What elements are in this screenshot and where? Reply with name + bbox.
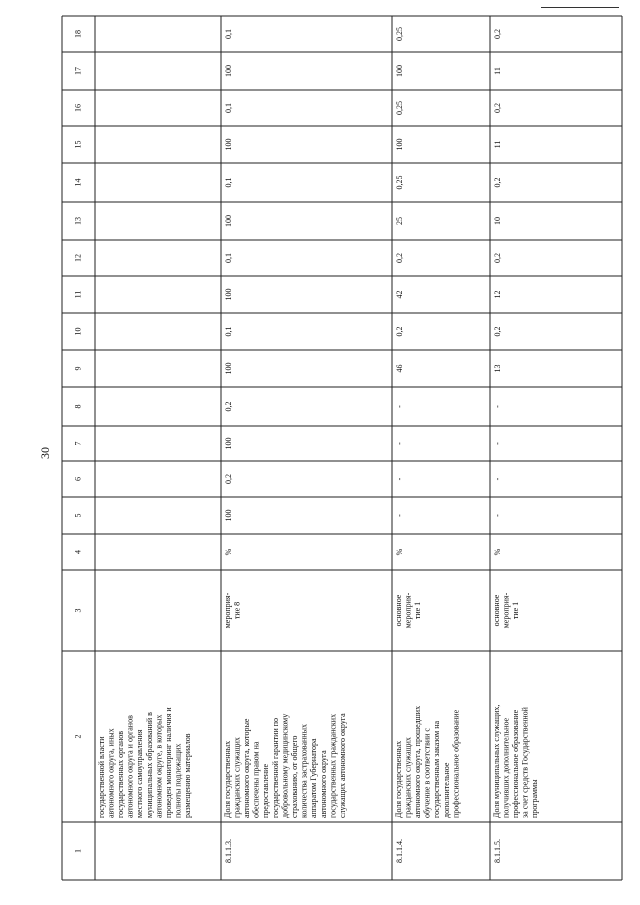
value-cell: 0,1: [223, 253, 233, 263]
indicator-name-line: за счет средств Государственной: [520, 707, 530, 818]
value-cell: 46: [394, 364, 404, 373]
activity-type-line: основное: [491, 594, 501, 627]
activity-type-line: тие 1: [413, 601, 423, 620]
value-cell: -: [394, 477, 404, 481]
value-cell: 100: [223, 65, 233, 77]
indicator-name-line: профессиональное образование: [511, 709, 521, 818]
value-cell: 42: [394, 290, 404, 299]
indicator-name-line: Доля муниципальных служащих,: [491, 704, 501, 818]
row-code: 8.1.1.3.: [223, 839, 233, 863]
column-number-header: 2: [73, 734, 83, 739]
column-number-header: 4: [73, 550, 83, 554]
indicator-name-line: добровольному медицинскому: [280, 713, 290, 818]
indicator-name-line: государственных органов: [116, 731, 126, 818]
value-cell: 0,25: [394, 27, 404, 41]
value-cell: 13: [492, 364, 502, 373]
indicator-name-line: размещению материалов: [183, 733, 193, 818]
value-cell: 0,2: [394, 326, 404, 337]
column-number-header: 9: [73, 366, 83, 371]
indicator-name-line: страхованию, от общего: [290, 735, 300, 818]
row-code: 8.1.1.4.: [394, 839, 404, 863]
indicator-name-line: дополнительное: [441, 762, 451, 818]
column-number-header: 5: [73, 513, 83, 518]
value-cell: 0,2: [223, 401, 233, 412]
value-cell: -: [492, 405, 502, 408]
activity-type-line: мероприя-: [222, 592, 232, 629]
value-cell: 0,2: [492, 103, 502, 113]
activity-type-line: тие 1: [511, 601, 521, 620]
value-cell: 0,25: [394, 101, 404, 115]
indicator-name-line: служащих автономного округа: [338, 713, 348, 818]
indicator-name-line: количества застрахованных: [299, 724, 309, 818]
indicator-name-line: гражданских служащих: [232, 737, 242, 818]
column-number-header: 11: [73, 290, 83, 299]
column-number-header: 12: [73, 254, 83, 262]
column-number-header: 17: [73, 67, 83, 75]
value-cell: 0,1: [223, 177, 233, 188]
value-cell: 0,2: [492, 326, 502, 337]
indicator-name-line: государственной гарантии по: [270, 717, 280, 818]
value-cell: 0,2: [492, 177, 502, 188]
value-cell: -: [492, 514, 502, 517]
value-cell: 100: [223, 138, 233, 151]
indicator-name-line: обучение в соответствии с: [422, 728, 432, 818]
unit-cell: %: [223, 548, 233, 556]
indicator-name-line: автономного округа и органов: [125, 715, 135, 818]
indicator-name-line: полноты подлежащих: [173, 743, 183, 818]
value-cell: 100: [223, 215, 233, 227]
value-cell: 12: [492, 290, 502, 299]
value-cell: -: [394, 405, 404, 408]
column-number-header: 10: [73, 327, 83, 336]
value-cell: -: [394, 514, 404, 517]
value-cell: 100: [394, 65, 404, 77]
indicator-name-line: автономном округе, в которых: [154, 714, 164, 818]
indicator-name-line: гражданских служащих: [403, 737, 413, 818]
column-number-header: 6: [73, 477, 83, 481]
indicator-name-line: муниципальных образований в: [144, 712, 154, 818]
value-cell: 25: [394, 217, 404, 225]
activity-type-line: мероприя-: [501, 592, 511, 629]
indicator-name-line: аппаратом Губернатора: [309, 738, 319, 818]
value-cell: -: [492, 442, 502, 445]
column-number-header: 18: [73, 30, 83, 38]
value-cell: 11: [492, 67, 502, 75]
unit-cell: %: [492, 548, 502, 556]
row-code: 8.1.1.5.: [492, 839, 502, 863]
value-cell: 0,2: [394, 253, 404, 263]
indicator-name-line: государственной власти: [96, 736, 106, 818]
column-number-header: 14: [73, 178, 83, 187]
column-number-header: 3: [73, 608, 83, 613]
value-cell: 0,2: [492, 29, 502, 39]
value-cell: -: [394, 442, 404, 445]
value-cell: 0,2: [492, 253, 502, 263]
value-cell: 100: [223, 288, 233, 301]
value-cell: 100: [223, 362, 233, 375]
activity-type-line: тие 8: [232, 601, 242, 620]
indicator-name-line: получивших дополнительное: [501, 717, 511, 818]
column-number-header: 1: [73, 849, 83, 853]
indicator-name-line: автономного округа: [318, 750, 328, 818]
value-cell: 11: [492, 140, 502, 149]
indicator-name-line: профессиональное образование: [451, 709, 461, 818]
activity-type-line: мероприя-: [403, 592, 413, 629]
value-cell: -: [492, 477, 502, 481]
indicator-name-line: государственных гражданских: [328, 713, 338, 818]
value-cell: 100: [223, 509, 233, 522]
indicator-name-line: проведен мониторинг наличия и: [164, 707, 174, 818]
indicator-name-line: местного самоуправления: [135, 729, 145, 818]
column-number-header: 16: [73, 104, 83, 112]
indicator-name-line: Доля государственных: [222, 740, 232, 818]
indicator-name-line: автономного округа, которые: [242, 718, 252, 818]
value-cell: 10: [492, 217, 502, 225]
value-cell: 0,25: [394, 175, 404, 190]
column-number-header: 15: [73, 140, 83, 149]
column-number-header: 8: [73, 404, 83, 409]
indicator-name-line: предоставление: [261, 763, 271, 818]
indicator-name-line: Доля государственных: [393, 740, 403, 818]
indicator-name-line: государственным заказом на: [432, 720, 442, 818]
unit-cell: %: [394, 548, 404, 556]
activity-type-line: основное: [393, 594, 403, 627]
value-cell: 0,2: [223, 474, 233, 484]
value-cell: 100: [223, 437, 233, 450]
column-number-header: 13: [73, 217, 83, 225]
value-cell: 0,1: [223, 103, 233, 113]
indicator-name-line: автономного округа, иных: [106, 728, 116, 818]
page-number: 30: [38, 447, 52, 459]
value-cell: 100: [394, 138, 404, 151]
value-cell: 0,1: [223, 326, 233, 337]
column-number-header: 7: [73, 441, 83, 446]
value-cell: 0,1: [223, 29, 233, 39]
indicator-name-line: программы: [530, 779, 540, 818]
indicator-name-line: автономного округа, прошедших: [413, 705, 423, 818]
indicator-name-line: обеспечены правом на: [251, 741, 261, 818]
